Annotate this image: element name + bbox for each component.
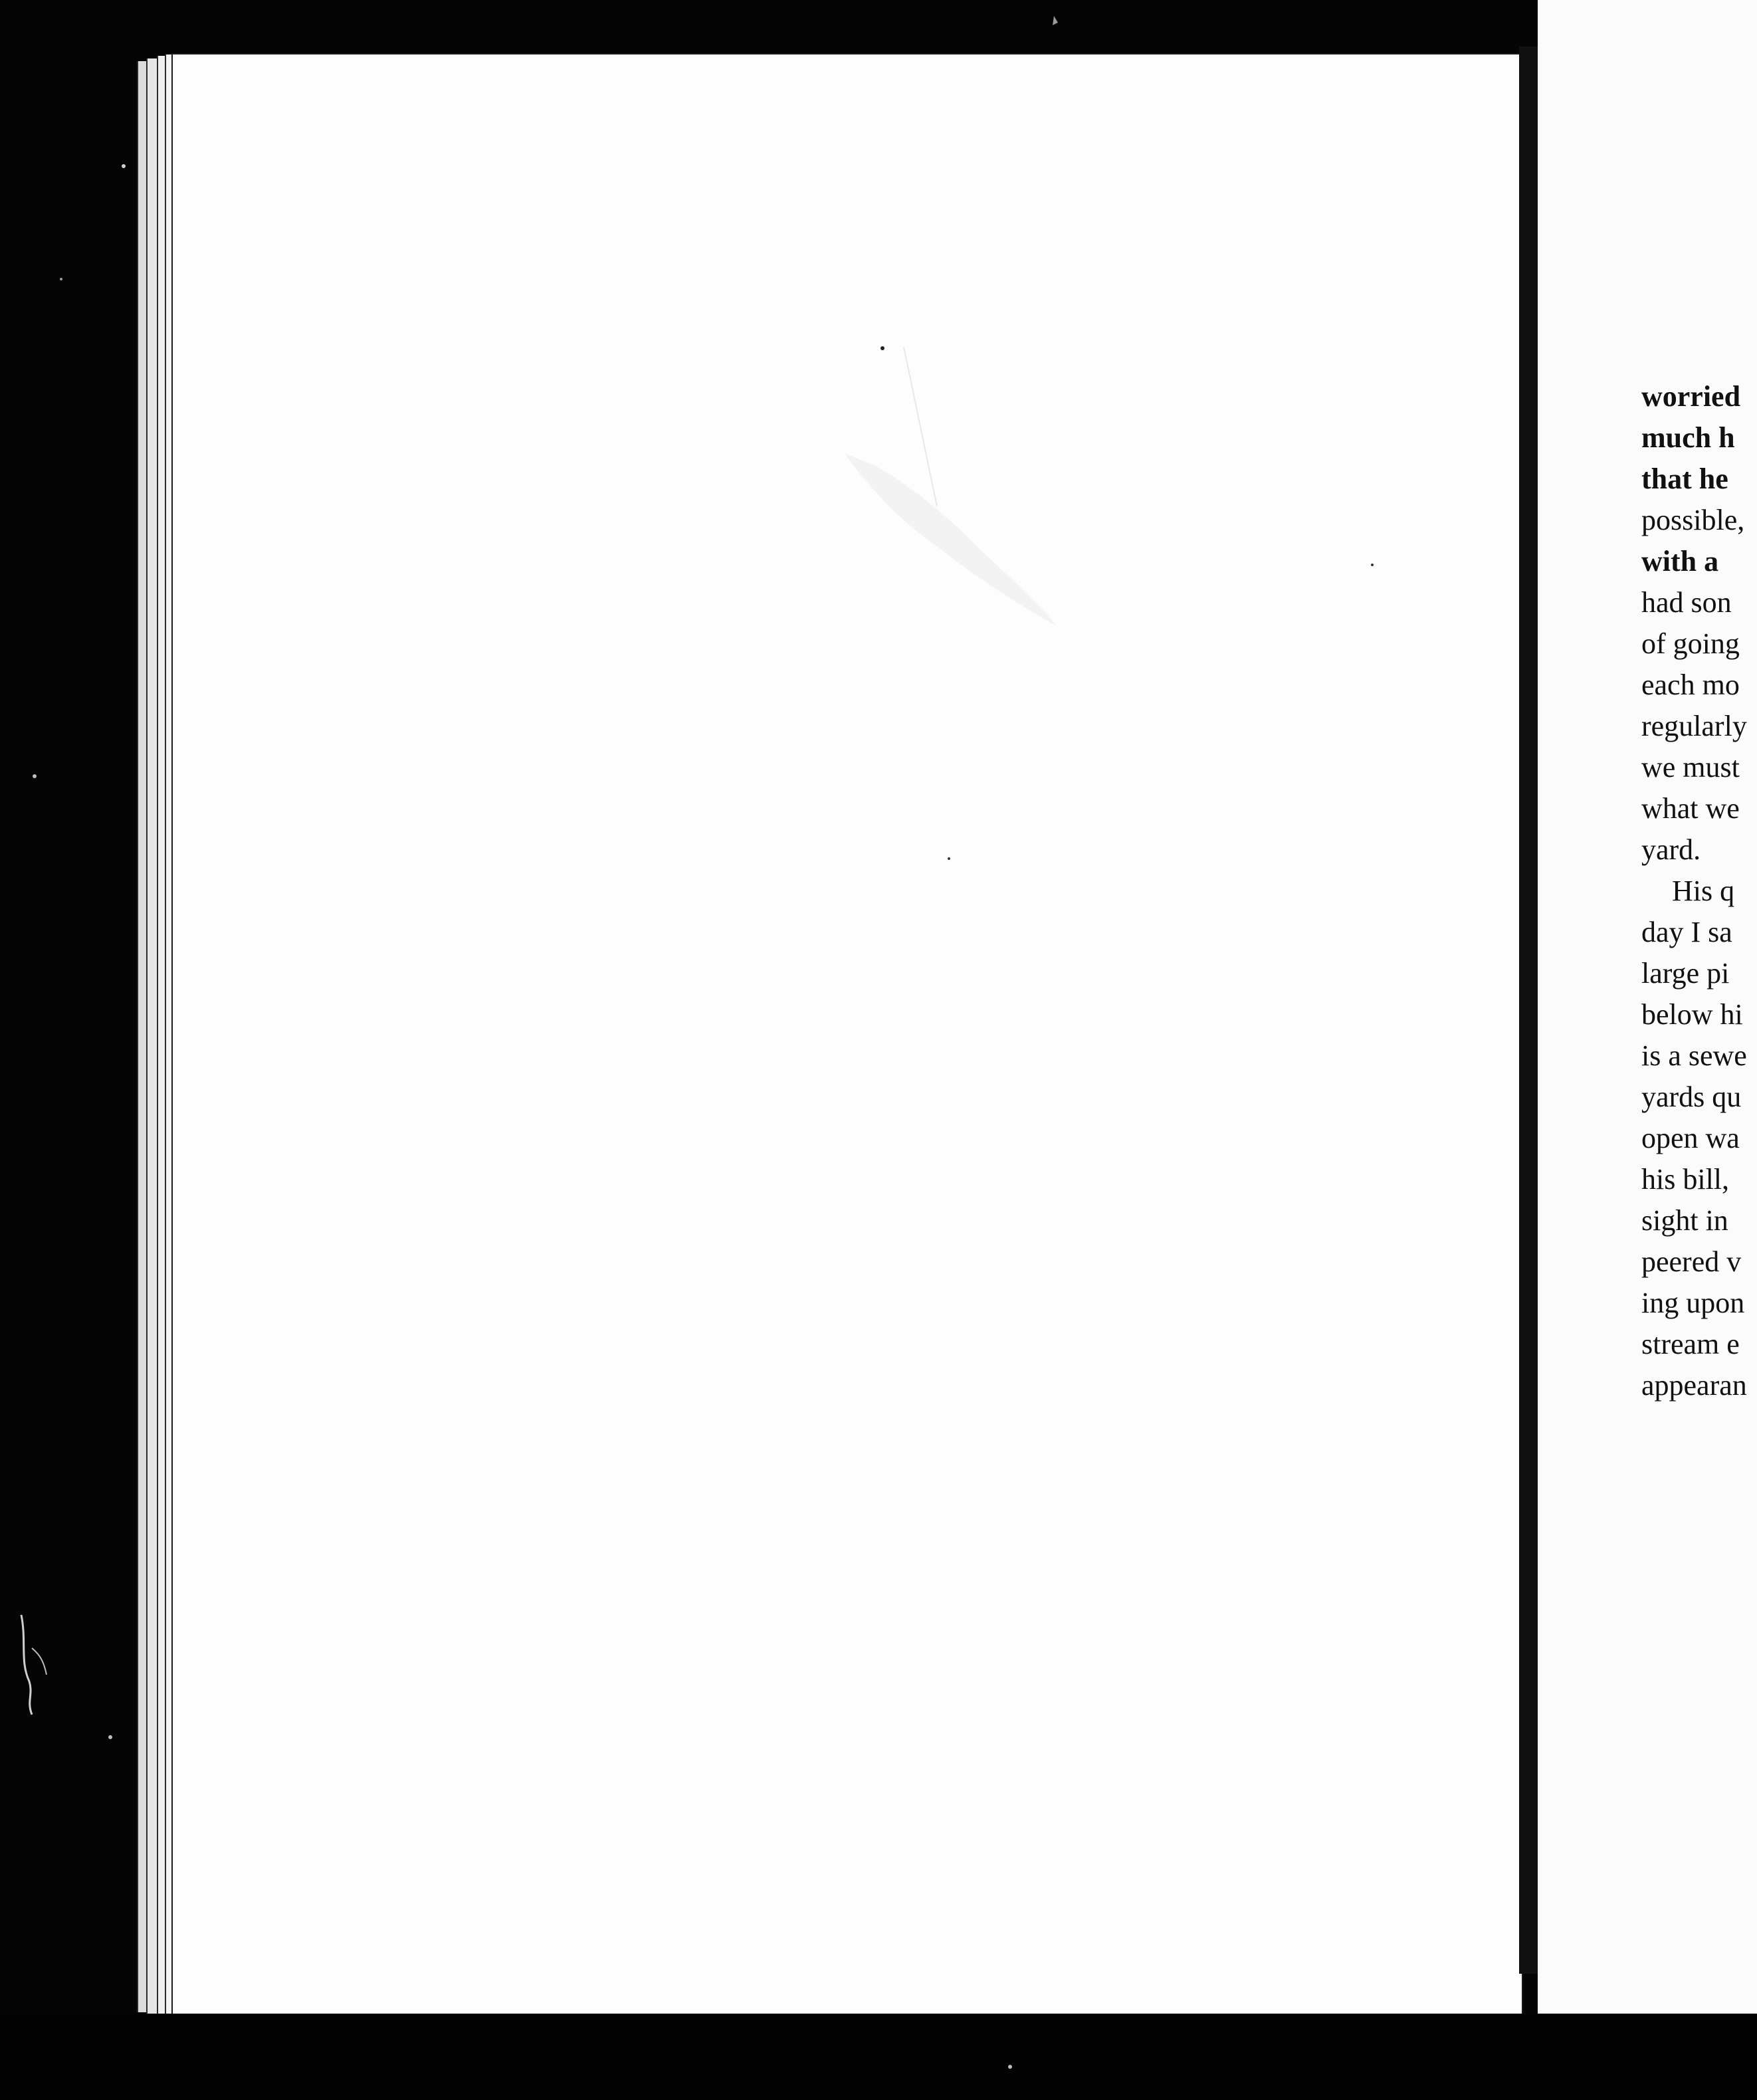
text-line: much h [1641,421,1735,454]
text-line: open wa [1641,1122,1740,1154]
text-line: regularly [1641,710,1747,742]
text-line: His q [1672,875,1735,907]
text-line: possible, [1641,504,1745,536]
text-line: peered v [1641,1245,1742,1278]
text-line: his bill, [1641,1163,1730,1196]
text-line: we must [1641,751,1740,784]
text-line: sight in [1641,1204,1728,1237]
text-line: appearan [1641,1369,1747,1402]
text-line: day I sa [1641,916,1732,948]
text-line: yards qu [1641,1081,1742,1113]
text-line: worried [1641,380,1741,413]
text-line: with a [1641,545,1719,578]
text-line: what we [1641,792,1740,825]
text-line: had son [1641,586,1732,619]
text-line: ing upon [1641,1287,1745,1319]
text-line: each mo [1641,669,1740,701]
scan-blemish [173,54,1522,2030]
text-line: is a sewe [1641,1039,1747,1072]
text-line: stream e [1641,1328,1740,1360]
text-line: below hi [1641,998,1743,1031]
text-line: of going [1641,627,1740,660]
right-page [1538,0,1757,2014]
blank-left-page [171,53,1523,2031]
binding-gutter [1519,47,1538,1974]
scan-bottom-margin [0,2014,1757,2100]
text-line: that he [1641,463,1728,495]
right-page-text [1641,376,1757,1406]
text-line: large pi [1641,957,1730,990]
text-line: yard. [1641,833,1701,866]
